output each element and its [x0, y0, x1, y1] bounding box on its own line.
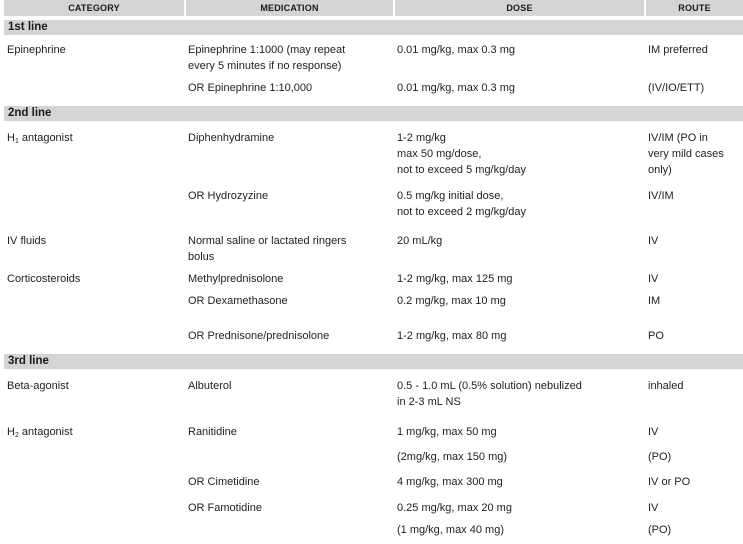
med-dexamethasone: OR Dexamethasone — [188, 295, 288, 307]
section-second-line: 2nd line — [4, 106, 743, 121]
route-albuterol: inhaled — [648, 380, 684, 392]
route-hydroxyzine: IV/IM — [648, 190, 674, 202]
dose-ranitidine-po: (2mg/kg, max 150 mg) — [397, 451, 508, 463]
dose-dexamethasone: 0.2 mg/kg, max 10 mg — [397, 295, 506, 307]
dose-albuterol-line1: 0.5 - 1.0 mL (0.5% solution) nebulized — [397, 380, 582, 392]
route-epinephrine-10000: (IV/IO/ETT) — [648, 82, 705, 94]
dose-ranitidine: 1 mg/kg, max 50 mg — [397, 426, 497, 438]
route-diphenhydramine-line1: IV/IM (PO in — [648, 132, 708, 144]
route-ranitidine: IV — [648, 426, 659, 438]
med-diphenhydramine: Diphenhydramine — [188, 132, 275, 144]
category-beta-agonist: Beta-agonist — [7, 380, 69, 392]
dose-albuterol-line2: in 2-3 mL NS — [397, 396, 461, 408]
category-iv-fluids: IV fluids — [7, 235, 47, 247]
header-dose: DOSE — [395, 0, 644, 16]
category-epinephrine: Epinephrine — [7, 44, 66, 56]
route-dexamethasone: IM — [648, 295, 661, 307]
section-first-line: 1st line — [4, 20, 743, 35]
dose-iv-fluids: 20 mL/kg — [397, 235, 443, 247]
route-iv-fluids: IV — [648, 235, 659, 247]
header-medication: MEDICATION — [186, 0, 393, 16]
med-albuterol: Albuterol — [188, 380, 232, 392]
dose-diphenhydramine-line1: 1-2 mg/kg — [397, 132, 446, 144]
route-prednisone: PO — [648, 330, 664, 342]
category-h2-antagonist: $H_2$ antagonist — [7, 426, 73, 439]
category-h1-antagonist: $H_1$ antagonist — [7, 132, 73, 145]
dose-prednisone: 1-2 mg/kg, max 80 mg — [397, 330, 507, 342]
dose-cimetidine: 4 mg/kg, max 300 mg — [397, 476, 503, 488]
dose-methylprednisolone: 1-2 mg/kg, max 125 mg — [397, 273, 513, 285]
route-ranitidine-po: (PO) — [648, 451, 672, 463]
dose-epinephrine: 0.01 mg/kg, max 0.3 mg — [397, 44, 515, 56]
dose-famotidine: 0.25 mg/kg, max 20 mg — [397, 502, 512, 514]
header-category: CATEGORY — [4, 0, 184, 16]
med-famotidine: OR Famotidine — [188, 502, 262, 514]
route-diphenhydramine-line3: only) — [648, 164, 672, 176]
section-third-line: 3rd line — [4, 354, 743, 369]
route-famotidine: IV — [648, 502, 659, 514]
route-diphenhydramine-line2: very mild cases — [648, 148, 724, 160]
header-route: ROUTE — [646, 0, 743, 16]
med-epinephrine-line2: every 5 minutes if no response) — [188, 60, 342, 72]
route-famotidine-po: (PO) — [648, 524, 672, 536]
route-cimetidine: IV or PO — [648, 476, 691, 488]
med-hydroxyzine: OR Hydrozyzine — [188, 190, 269, 202]
dose-diphenhydramine-line2: max 50 mg/dose, — [397, 148, 482, 160]
dose-hydroxyzine-line1: 0.5 mg/kg initial dose, — [397, 190, 504, 202]
route-methylprednisolone: IV — [648, 273, 659, 285]
med-methylprednisolone: Methylprednisolone — [188, 273, 284, 285]
med-iv-fluids-line2: bolus — [188, 251, 215, 263]
med-cimetidine: OR Cimetidine — [188, 476, 260, 488]
med-iv-fluids-line1: Normal saline or lactated ringers — [188, 235, 347, 247]
med-epinephrine-line1: Epinephrine 1:1000 (may repeat — [188, 44, 346, 56]
route-epinephrine: IM preferred — [648, 44, 708, 56]
med-prednisone: OR Prednisone/prednisolone — [188, 330, 330, 342]
dose-famotidine-po: (1 mg/kg, max 40 mg) — [397, 524, 504, 536]
dose-diphenhydramine-line3: not to exceed 5 mg/kg/day — [397, 164, 527, 176]
med-epinephrine-10000: OR Epinephrine 1:10,000 — [188, 82, 313, 94]
med-ranitidine: Ranitidine — [188, 426, 237, 438]
dose-epinephrine-10000: 0.01 mg/kg, max 0.3 mg — [397, 82, 515, 94]
category-corticosteroids: Corticosteroids — [7, 273, 81, 285]
dose-hydroxyzine-line2: not to exceed 2 mg/kg/day — [397, 206, 527, 218]
